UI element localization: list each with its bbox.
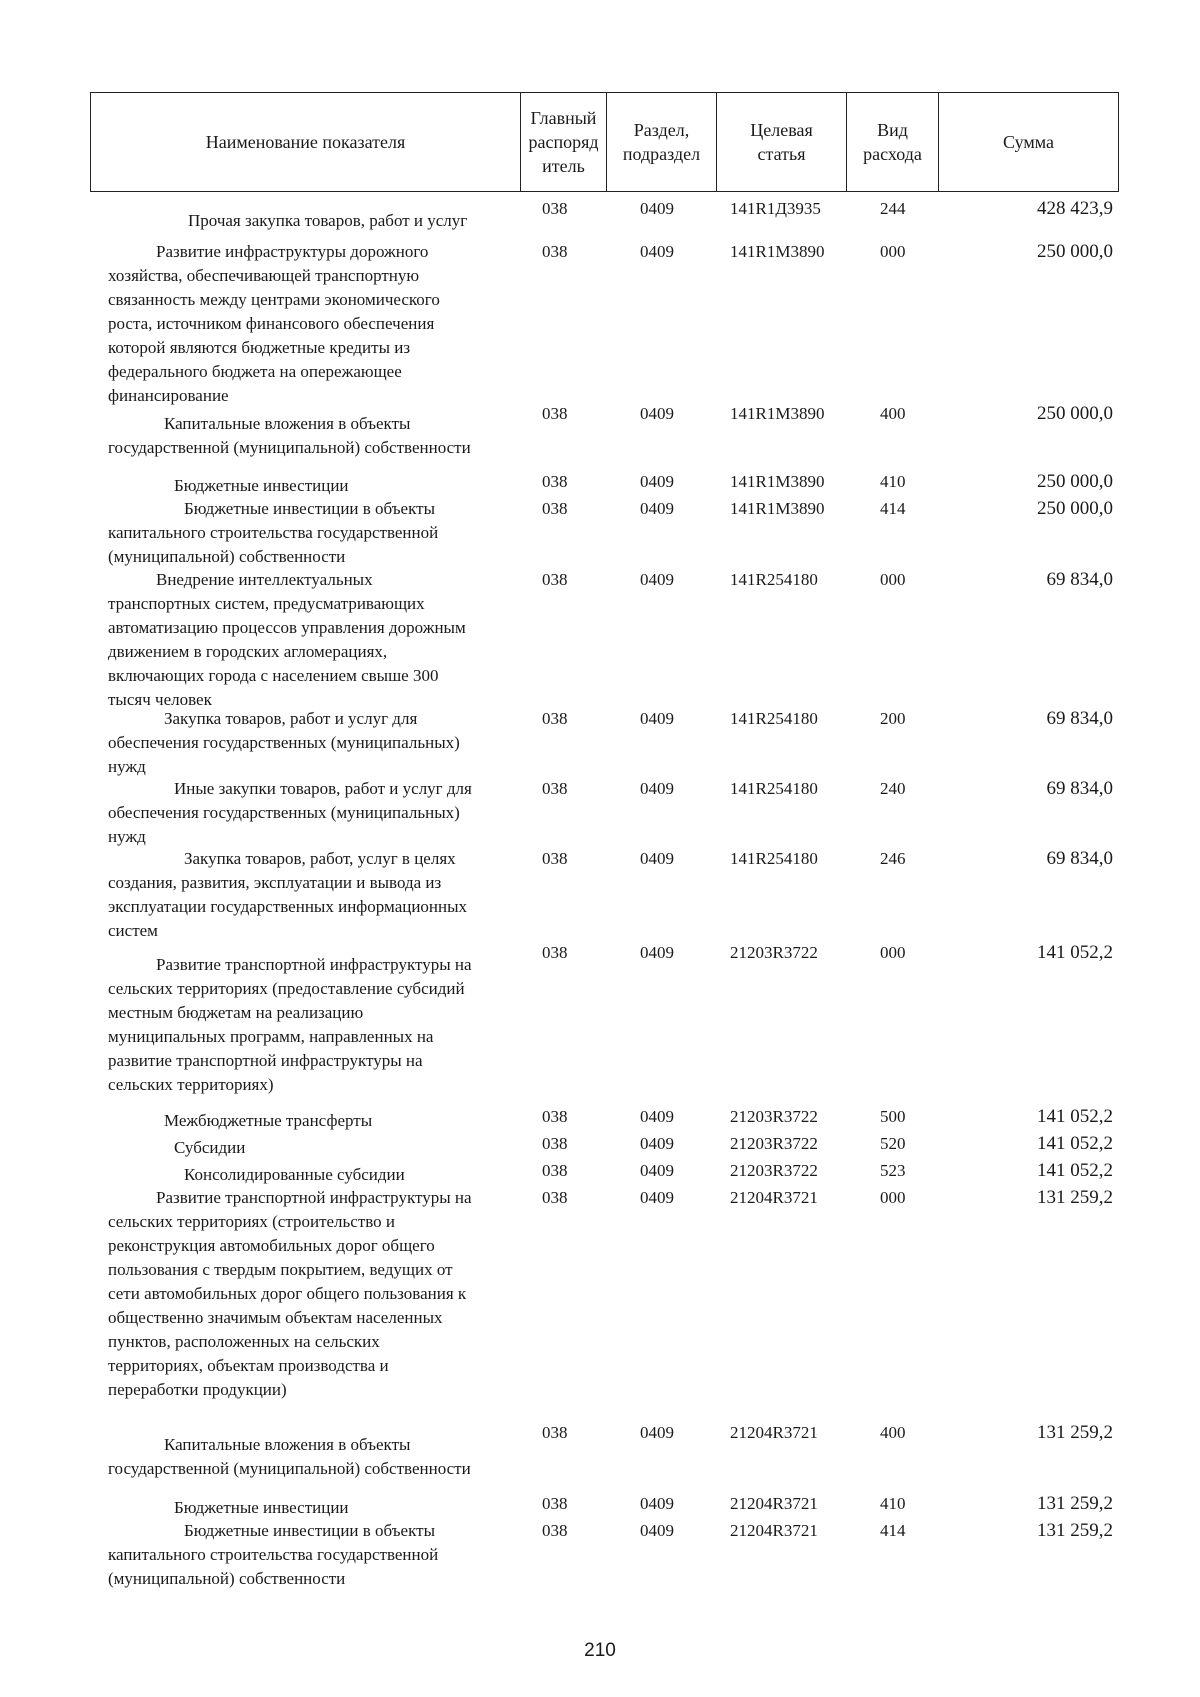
row-sum: 250 000,0 — [1037, 471, 1113, 492]
row-section: 0409 — [640, 242, 674, 261]
row-main-manager: 038 — [542, 943, 568, 962]
row-name — [108, 1109, 518, 1133]
row-target-article: 21203R3722 — [730, 1161, 818, 1180]
row-expense-type: 410 — [880, 472, 906, 491]
row-name — [108, 1433, 518, 1481]
row-name — [108, 209, 518, 233]
header-sum: Сумма — [939, 93, 1119, 192]
row-name-line: переработки продукции) — [108, 1380, 287, 1399]
row-sum: 69 834,0 — [1046, 569, 1113, 590]
row-main-manager: 038 — [542, 472, 568, 491]
row-main-manager: 038 — [542, 1134, 568, 1153]
row-name-line: Бюджетные инвестиции — [174, 476, 349, 495]
row-name — [108, 953, 518, 1097]
row-main-manager: 038 — [542, 199, 568, 218]
row-expense-type: 400 — [880, 1423, 906, 1442]
row-sum: 69 834,0 — [1046, 778, 1113, 799]
row-section: 0409 — [640, 499, 674, 518]
row-expense-type: 500 — [880, 1107, 906, 1126]
row-name-line: Капитальные вложения в объекты — [164, 1435, 411, 1454]
row-section: 0409 — [640, 199, 674, 218]
row-name-line: Иные закупки товаров, работ и услуг для — [174, 779, 472, 798]
row-target-article: 141R1M3890 — [730, 472, 825, 491]
row-main-manager: 038 — [542, 404, 568, 423]
row-name-line: создания, развития, эксплуатации и вывода из — [108, 873, 442, 892]
row-expense-type: 523 — [880, 1161, 906, 1180]
row-name — [108, 1519, 518, 1591]
row-name-line: нужд — [108, 827, 146, 846]
row-name — [108, 1186, 518, 1402]
row-expense-type: 414 — [880, 1521, 906, 1540]
header-section: Раздел, подраздел — [607, 93, 717, 192]
row-name-line: (муниципальной) собственности — [108, 1569, 346, 1588]
row-main-manager: 038 — [542, 1107, 568, 1126]
row-target-article: 21204R3721 — [730, 1423, 818, 1442]
row-sum: 69 834,0 — [1046, 708, 1113, 729]
row-name-line: тысяч человек — [108, 690, 212, 709]
row-name-line: сети автомобильных дорог общего пользования к — [108, 1284, 467, 1303]
row-target-article: 21204R3721 — [730, 1188, 818, 1207]
row-expense-type: 520 — [880, 1134, 906, 1153]
row-name-line: обеспечения государственных (муниципальных) — [108, 803, 460, 822]
row-main-manager: 038 — [542, 849, 568, 868]
row-sum: 250 000,0 — [1037, 241, 1113, 262]
row-sum: 69 834,0 — [1046, 848, 1113, 869]
header-name: Наименование показателя — [91, 93, 521, 192]
row-name-line: пунктов, расположенных на сельских — [108, 1332, 380, 1351]
row-sum: 131 259,2 — [1037, 1422, 1113, 1443]
row-name-line: Субсидии — [174, 1138, 246, 1157]
row-main-manager: 038 — [542, 1188, 568, 1207]
row-expense-type: 240 — [880, 779, 906, 798]
row-name-line: Закупка товаров, работ, услуг в целях — [184, 849, 456, 868]
row-main-manager: 038 — [542, 242, 568, 261]
row-target-article: 21203R3722 — [730, 943, 818, 962]
row-name-line: Бюджетные инвестиции в объекты — [184, 499, 435, 518]
row-name-line: транспортных систем, предусматривающих — [108, 594, 425, 613]
row-name — [108, 847, 518, 943]
row-target-article: 21204R3721 — [730, 1521, 818, 1540]
row-sum: 131 259,2 — [1037, 1493, 1113, 1514]
row-sum: 250 000,0 — [1037, 403, 1113, 424]
row-main-manager: 038 — [542, 1521, 568, 1540]
row-name-line: связанность между центрами экономического — [108, 290, 440, 309]
row-name-line: развитие транспортной инфраструктуры на — [108, 1051, 423, 1070]
row-name-line: сельских территориях (строительство и — [108, 1212, 396, 1231]
row-target-article: 21203R3722 — [730, 1134, 818, 1153]
header-target-article: Целевая статья — [717, 93, 847, 192]
row-section: 0409 — [640, 1521, 674, 1540]
row-name-line: эксплуатации государственных информационных — [108, 897, 468, 916]
row-expense-type: 414 — [880, 499, 906, 518]
row-name-line: Межбюджетные трансферты — [164, 1111, 373, 1130]
row-name-line: автоматизацию процессов управления дорожным — [108, 618, 466, 637]
row-name-line: пользования с твердым покрытием, ведущих от — [108, 1260, 453, 1279]
row-name-line: (муниципальной) собственности — [108, 547, 346, 566]
row-name-line: Прочая закупка товаров, работ и услуг — [188, 211, 468, 230]
row-name — [108, 1136, 518, 1160]
row-name-line: обеспечения государственных (муниципальных) — [108, 733, 460, 752]
row-expense-type: 244 — [880, 199, 906, 218]
row-section: 0409 — [640, 849, 674, 868]
row-name-line: Консолидированные субсидии — [184, 1165, 405, 1184]
row-name-line: хозяйства, обеспечивающей транспортную — [108, 266, 420, 285]
row-target-article: 141R254180 — [730, 779, 818, 798]
row-section: 0409 — [640, 404, 674, 423]
row-name-line: территориях, объектам производства и — [108, 1356, 389, 1375]
row-name-line: движением в городских агломерациях, — [108, 642, 388, 661]
row-name-line: федерального бюджета на опережающее — [108, 362, 402, 381]
row-section: 0409 — [640, 570, 674, 589]
row-section: 0409 — [640, 1107, 674, 1126]
row-name-line: Развитие транспортной инфраструктуры на — [156, 955, 472, 974]
page-number: 210 — [584, 1640, 616, 1661]
row-section: 0409 — [640, 472, 674, 491]
row-target-article: 141R1Д3935 — [730, 199, 821, 218]
row-name-line: Закупка товаров, работ и услуг для — [164, 709, 418, 728]
row-name-line: реконструкция автомобильных дорог общего — [108, 1236, 435, 1255]
row-sum: 141 052,2 — [1037, 942, 1113, 963]
row-main-manager: 038 — [542, 1161, 568, 1180]
row-name-line: капитального строительства государственной — [108, 1545, 439, 1564]
row-main-manager: 038 — [542, 499, 568, 518]
row-name — [108, 568, 518, 712]
row-name-line: которой являются бюджетные кредиты из — [108, 338, 411, 357]
row-name-line: местным бюджетам на реализацию — [108, 1003, 364, 1022]
row-name-line: финансирование — [108, 386, 229, 405]
table-header — [90, 92, 1119, 192]
row-expense-type: 000 — [880, 1188, 906, 1207]
header-expense-type: Вид расхода — [847, 93, 939, 192]
header-main-manager: Главный распоряд итель — [521, 93, 607, 192]
row-target-article: 141R254180 — [730, 709, 818, 728]
row-section: 0409 — [640, 709, 674, 728]
row-target-article: 141R1M3890 — [730, 499, 825, 518]
row-name-line: государственной (муниципальной) собственности — [108, 438, 471, 457]
row-expense-type: 000 — [880, 242, 906, 261]
row-target-article: 141R254180 — [730, 570, 818, 589]
row-main-manager: 038 — [542, 570, 568, 589]
row-section: 0409 — [640, 1423, 674, 1442]
row-name-line: Бюджетные инвестиции — [174, 1498, 349, 1517]
row-name — [108, 1163, 518, 1187]
row-sum: 428 423,9 — [1037, 198, 1113, 219]
row-expense-type: 410 — [880, 1494, 906, 1513]
row-section: 0409 — [640, 1188, 674, 1207]
row-sum: 131 259,2 — [1037, 1187, 1113, 1208]
row-name-line: Развитие инфраструктуры дорожного — [156, 242, 429, 261]
row-section: 0409 — [640, 779, 674, 798]
row-name-line: общественно значимым объектам населенных — [108, 1308, 443, 1327]
row-main-manager: 038 — [542, 1494, 568, 1513]
row-sum: 131 259,2 — [1037, 1520, 1113, 1541]
row-name — [108, 777, 518, 849]
row-name-line: сельских территориях) — [108, 1075, 274, 1094]
row-section: 0409 — [640, 1494, 674, 1513]
row-main-manager: 038 — [542, 779, 568, 798]
row-name-line: сельских территориях (предоставление субсидий — [108, 979, 465, 998]
row-name-line: систем — [108, 921, 158, 940]
row-section: 0409 — [640, 1161, 674, 1180]
row-sum: 250 000,0 — [1037, 498, 1113, 519]
row-name-line: Развитие транспортной инфраструктуры на — [156, 1188, 472, 1207]
row-name-line: роста, источником финансового обеспечения — [108, 314, 435, 333]
row-target-article: 21203R3722 — [730, 1107, 818, 1126]
row-name-line: капитального строительства государственной — [108, 523, 439, 542]
row-expense-type: 000 — [880, 943, 906, 962]
row-name — [108, 497, 518, 569]
row-target-article: 141R1M3890 — [730, 242, 825, 261]
row-name-line: Капитальные вложения в объекты — [164, 414, 411, 433]
row-sum: 141 052,2 — [1037, 1160, 1113, 1181]
row-name-line: нужд — [108, 757, 146, 776]
row-expense-type: 400 — [880, 404, 906, 423]
row-name-line: включающих города с населением свыше 300 — [108, 666, 439, 685]
row-target-article: 21204R3721 — [730, 1494, 818, 1513]
row-name — [108, 1496, 518, 1520]
row-name-line: муниципальных программ, направленных на — [108, 1027, 434, 1046]
row-name — [108, 240, 518, 408]
row-sum: 141 052,2 — [1037, 1133, 1113, 1154]
row-name — [108, 412, 518, 460]
row-name — [108, 707, 518, 779]
row-expense-type: 246 — [880, 849, 906, 868]
row-name-line: Бюджетные инвестиции в объекты — [184, 1521, 435, 1540]
row-name-line: государственной (муниципальной) собственности — [108, 1459, 471, 1478]
row-expense-type: 200 — [880, 709, 906, 728]
row-target-article: 141R254180 — [730, 849, 818, 868]
row-main-manager: 038 — [542, 1423, 568, 1442]
row-expense-type: 000 — [880, 570, 906, 589]
row-name-line: Внедрение интеллектуальных — [156, 570, 373, 589]
row-main-manager: 038 — [542, 709, 568, 728]
row-target-article: 141R1M3890 — [730, 404, 825, 423]
row-section: 0409 — [640, 943, 674, 962]
row-section: 0409 — [640, 1134, 674, 1153]
row-sum: 141 052,2 — [1037, 1106, 1113, 1127]
row-name — [108, 474, 518, 498]
